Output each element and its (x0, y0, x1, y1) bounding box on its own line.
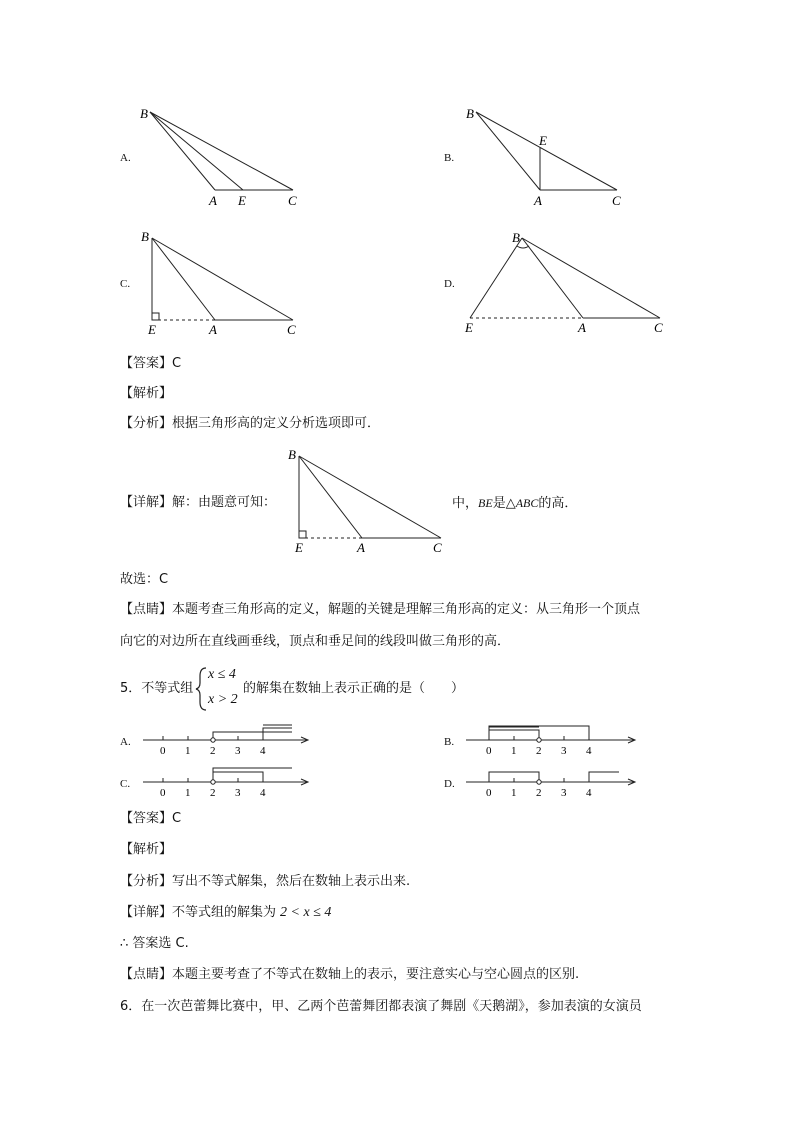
tick-label-2: 2 (210, 745, 216, 757)
point-b: B (140, 106, 148, 121)
fenxi-tag: 【分析】 (120, 874, 173, 889)
detail-tag: 【详解】 (120, 905, 173, 920)
q5-answer (120, 810, 181, 828)
detail-is: 是△ (492, 496, 516, 511)
q6-stem (120, 998, 642, 1016)
comment-tag: 【点睛】 (120, 602, 173, 617)
stem-prefix: 不等式组 (141, 681, 194, 696)
comment-tag: 【点睛】 (120, 967, 173, 982)
question-number: 6． (120, 999, 142, 1014)
tick-label-4: 4 (586, 745, 592, 757)
detail-suffix: 的高． (538, 496, 578, 511)
answer-value: C (172, 356, 182, 371)
detail-prefix: 解：由题意可知： (172, 495, 277, 510)
solution-bracket (589, 772, 619, 782)
solution-set: 2 < x ≤ 4 (280, 905, 332, 920)
point-c: C (287, 322, 296, 337)
point-c: C (654, 320, 663, 335)
point-e: E (539, 133, 547, 148)
inequality-2: x > 2 (208, 692, 238, 707)
tick-label-0: 0 (160, 787, 166, 799)
detail-mid: 中， (452, 496, 479, 511)
q4-comment-line2: 向它的对边所在直线画垂线，顶点和垂足间的线段叫做三角形的高． (120, 634, 511, 649)
tick-label-1: 1 (185, 745, 191, 757)
point-b: B (288, 447, 296, 462)
tick-label-3: 3 (235, 787, 241, 799)
point-b: B (512, 230, 520, 245)
q5-detail (120, 904, 331, 922)
q5-comment (120, 966, 579, 984)
option-d-label: D. (444, 278, 455, 290)
point-e: E (148, 322, 156, 337)
hollow-dot (537, 780, 541, 784)
point-b: B (141, 229, 149, 244)
comment-text: 本题主要考查了不等式在数轴上的表示，要注意实心与空心圆点的区别. (172, 967, 580, 982)
q5-analysis-tag: 【解析】 (120, 842, 173, 857)
tick-label-4: 4 (586, 787, 592, 799)
point-a: A (357, 540, 365, 555)
answer-tag: 【答案】 (120, 811, 173, 826)
question-number: 5． (120, 681, 142, 696)
tick-label-2: 2 (536, 787, 542, 799)
option-b-label: B. (444, 152, 455, 164)
point-a: A (534, 193, 542, 208)
triangle-abc: ABC (515, 496, 539, 510)
fenxi-text: 根据三角形高的定义分析选项即可． (172, 416, 381, 431)
tick-label-3: 3 (561, 787, 567, 799)
detail-text: 不等式组的解集为 (172, 905, 277, 920)
nl-option-d-label: D. (444, 778, 455, 790)
point-e: E (465, 320, 473, 335)
tick-label-4: 4 (260, 745, 266, 757)
detail-tag: 【详解】 (120, 495, 173, 510)
point-c: C (288, 193, 297, 208)
answer-tag: 【答案】 (120, 356, 173, 371)
q4-choose: 故选：C (120, 572, 169, 587)
point-c: C (612, 193, 621, 208)
q5-therefore: ∴ 答案选 C. (120, 936, 189, 951)
comment-line1: 本题考查三角形高的定义，解题的关键是理解三角形高的定义：从三角形一个顶点 (172, 602, 641, 617)
tick-label-2: 2 (536, 745, 542, 757)
q6-text: 在一次芭蕾舞比赛中，甲、乙两个芭蕾舞团都表演了舞剧《天鹅湖》，参加表演的女演员 (141, 999, 642, 1014)
tick-label-4: 4 (260, 787, 266, 799)
stem-suffix: 的解集在数轴上表示正确的是（ ） (243, 681, 465, 696)
point-a: A (209, 193, 217, 208)
point-a: A (578, 320, 586, 335)
point-b: B (466, 106, 474, 121)
nl-option-c-label: C. (120, 778, 131, 790)
q4-analysis-tag: 【解析】 (120, 386, 173, 401)
nl-option-b-label: B. (444, 736, 455, 748)
tick-label-0: 0 (486, 745, 492, 757)
tick-label-3: 3 (561, 745, 567, 757)
segment-be: BE (478, 496, 493, 510)
q5-fenxi (120, 873, 410, 891)
inequality-1: x ≤ 4 (208, 667, 236, 682)
answer-value: C (172, 811, 182, 826)
point-a: A (209, 322, 217, 337)
tick-label-1: 1 (511, 745, 517, 757)
tick-label-2: 2 (210, 787, 216, 799)
tick-label-0: 0 (486, 787, 492, 799)
fenxi-text: 写出不等式解集，然后在数轴上表示出来. (172, 874, 411, 889)
tick-label-3: 3 (235, 745, 241, 757)
fenxi-tag: 【分析】 (120, 416, 173, 431)
nl-option-a-label: A. (120, 736, 131, 748)
point-e: E (238, 193, 246, 208)
tick-label-0: 0 (160, 745, 166, 757)
tick-label-1: 1 (185, 787, 191, 799)
option-a-label: A. (120, 152, 131, 164)
option-c-label: C. (120, 278, 131, 290)
point-e: E (295, 540, 303, 555)
tick-label-1: 1 (511, 787, 517, 799)
point-c: C (433, 540, 442, 555)
